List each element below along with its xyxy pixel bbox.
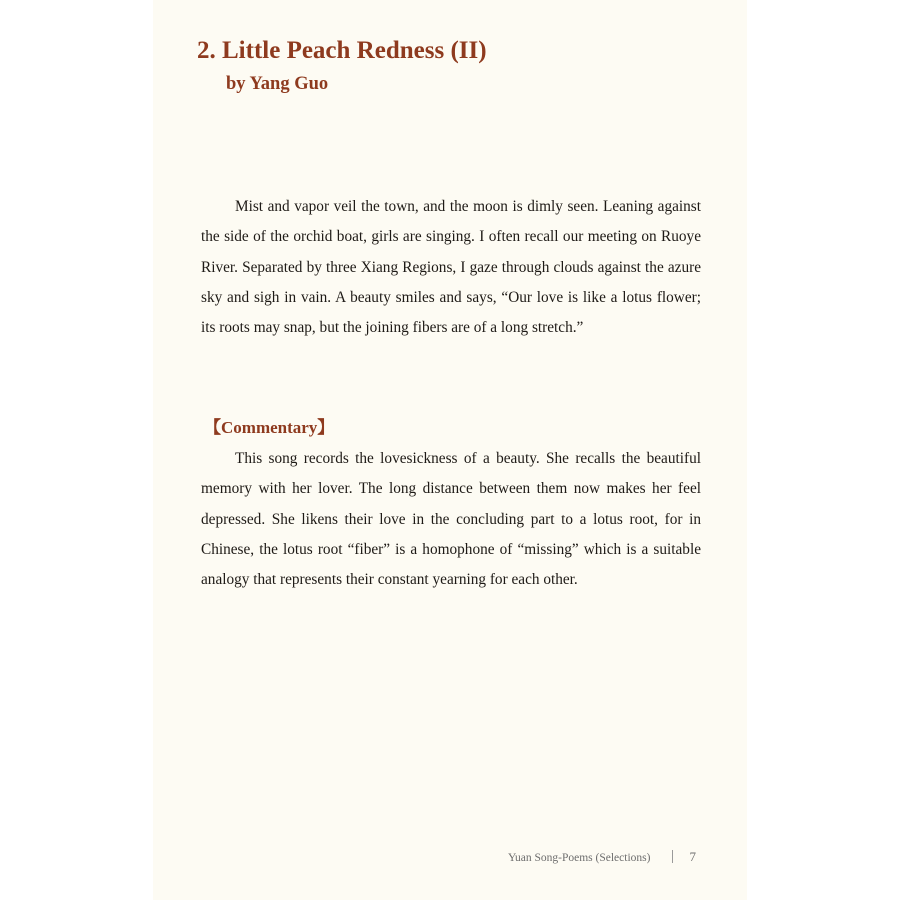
poem-author: by Yang Guo: [226, 74, 329, 94]
book-page: [153, 0, 747, 900]
page-number: 7: [689, 849, 696, 864]
poem-title: 2. Little Peach Redness (II): [197, 37, 487, 64]
page-footer: [508, 849, 696, 865]
poem-text: Mist and vapor veil the town, and the moon is dimly seen. Leaning against the side of the orchid boat, girls are singing. I often recall our meeting on Ruoye River. Separated by three Xiang Regions, I gaze through clouds against the azure sky and sigh in vain. A beauty smiles and says, “Our love is like a lotus flower; its roots may snap, but the joining fibers are of a long stretch.”: [201, 198, 701, 337]
commentary-text: This song records the lovesickness of a beauty. She recalls the beautiful memory with her lover. The long distance between them now makes her feel depressed. She likens their love in the concluding part to a lotus root, for in Chinese, the lotus root “fiber” is a homophone of “missing” which is a suitable analogy that represents their constant yearning for each other.: [201, 450, 701, 589]
footer-book-title: Yuan Song-Poems (Selections): [508, 852, 651, 864]
commentary-heading: 【Commentary】: [204, 418, 335, 437]
footer-divider: [672, 850, 673, 863]
